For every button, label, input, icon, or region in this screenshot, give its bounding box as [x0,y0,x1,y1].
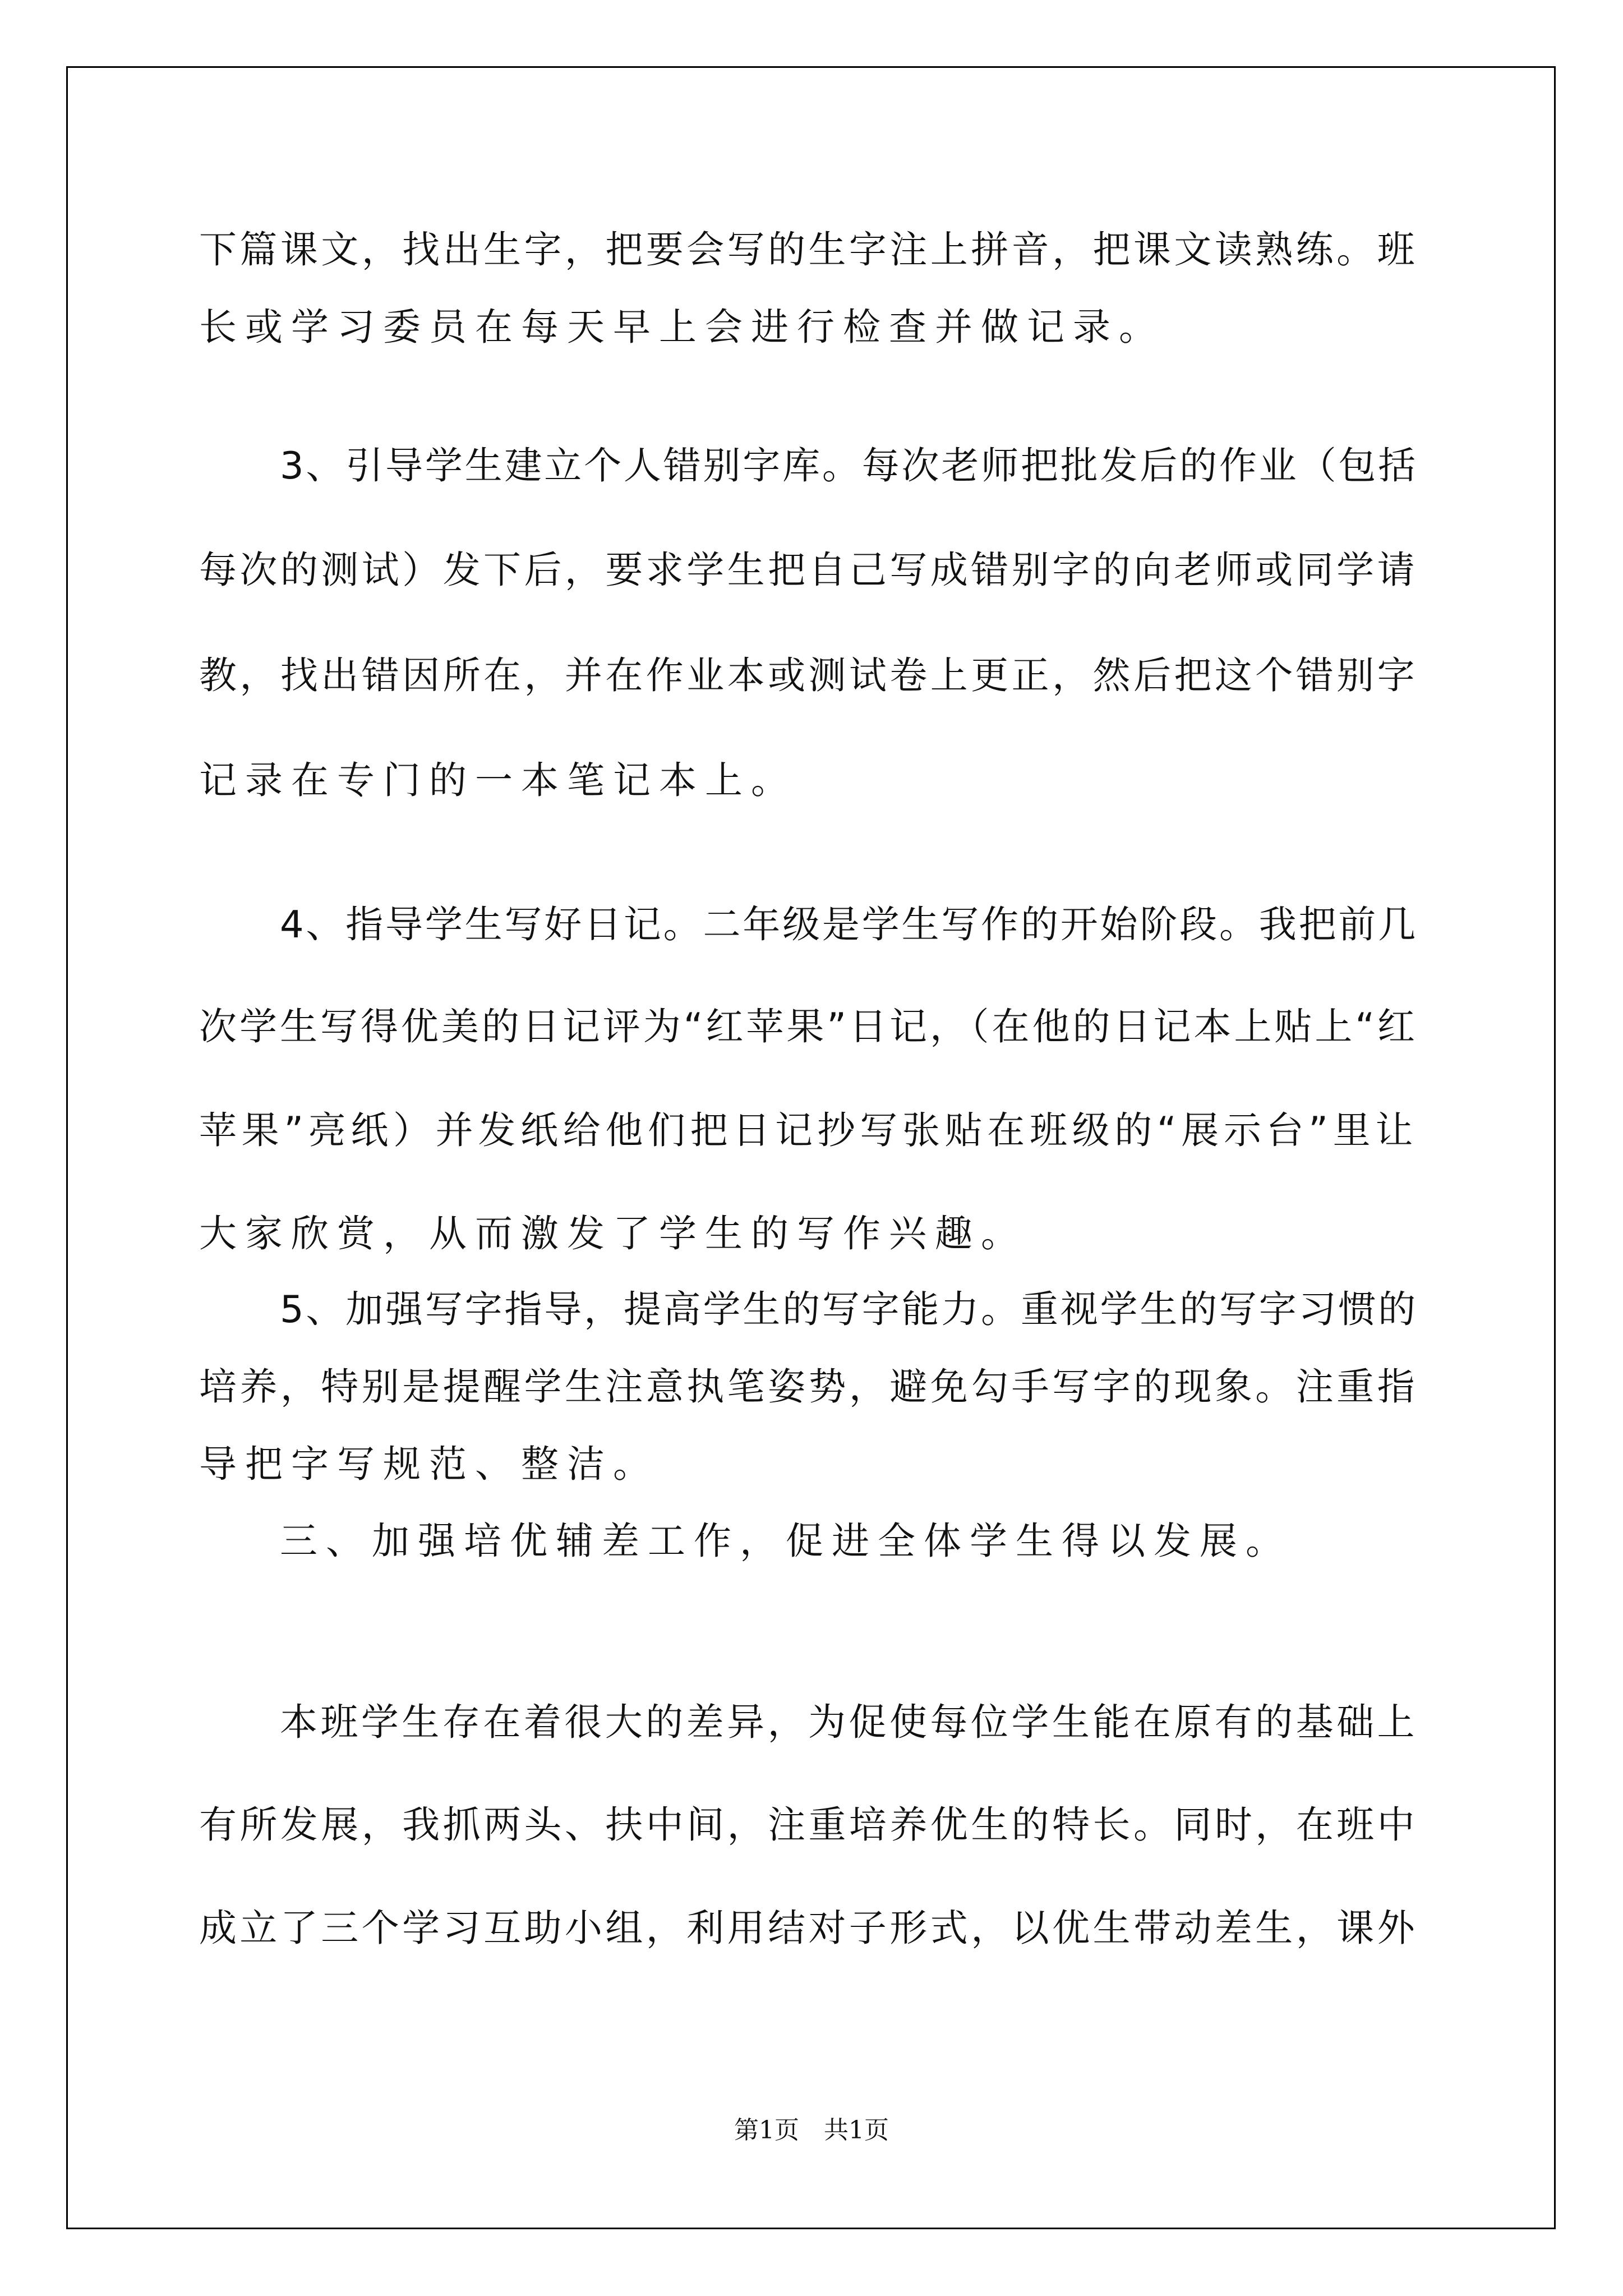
page-footer: 第1页 共1页 [734,2116,889,2145]
